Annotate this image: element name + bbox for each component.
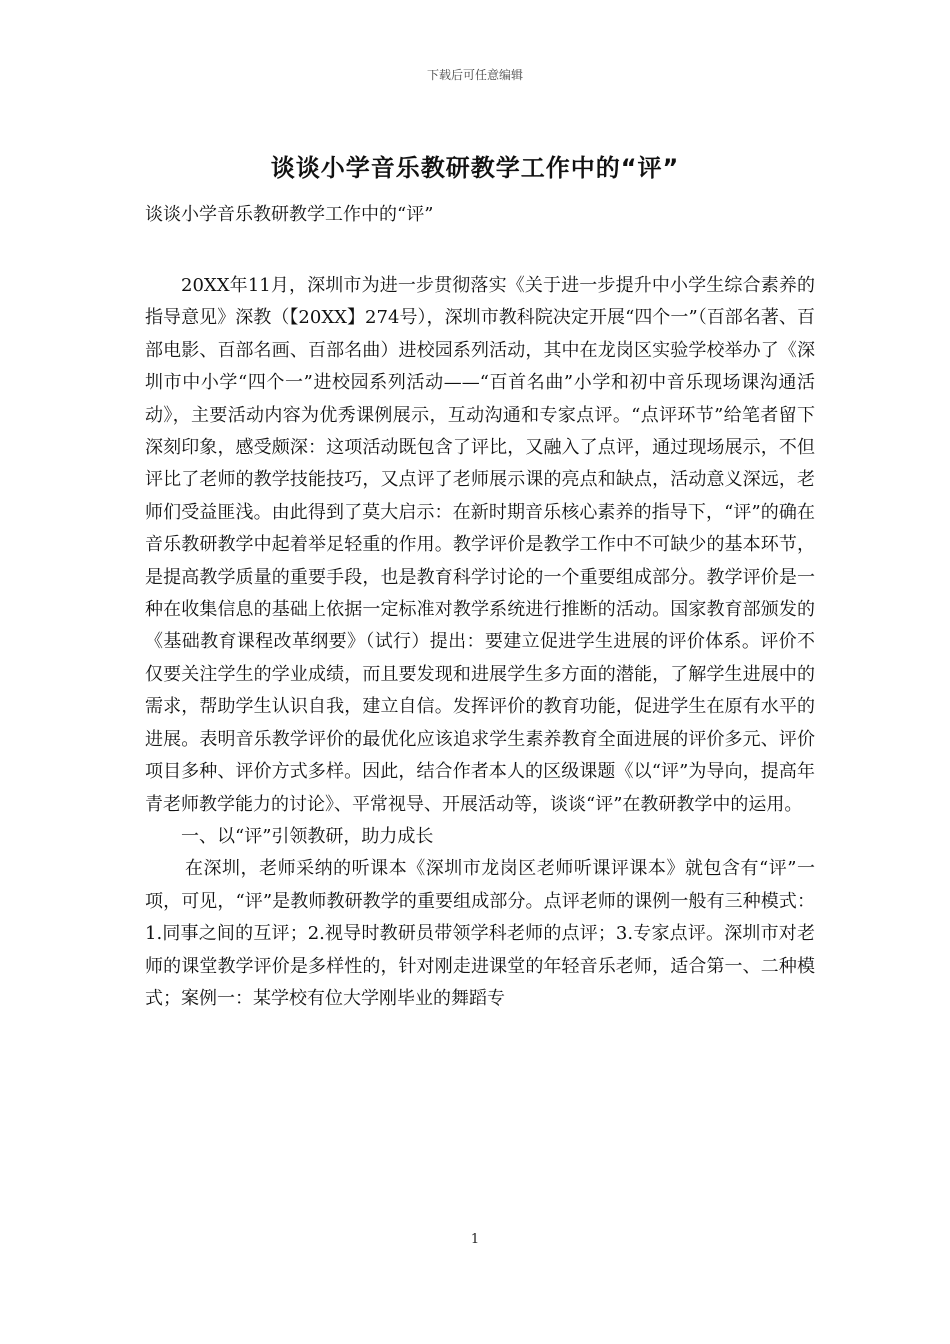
page-number: 1 [470,1232,480,1247]
body-paragraph: 20XX年11月，深圳市为进一步贯彻落实《关于进一步提升中小学生综合素养的指导意见》深教（【20XX】274号），深圳市教科院决定开展“四个一”（百部名著、百部电影、百部名画、百部名曲）进校园系列活动，其中在龙岗区实验学校举办了《深圳市中小学“四个一”进校园系列活动——“百首名曲”小学和初中音乐现场课沟通活动》，主要活动内容为优秀课例展示，互动沟通和专家点评。“点评环节”给笔者留下深刻印象，感受颇深：这项活动既包含了评比，又融入了点评，通过现场展示，不但评比了老师的教学技能技巧，又点评了老师展示课的亮点和缺点，活动意义深远，老师们受益匪浅。由此得到了莫大启示：在新时期音乐核心素养的指导下，“评”的确在音乐教研教学中起着举足轻重的作用。教学评价是教学工作中不可缺少的基本环节，是提高教学质量的重要手段，也是教育科学讨论的一个重要组成部分。教学评价是一种在收集信息的基础上依据一定标准对教学系统进行推断的活动。国家教育部颁发的《基础教育课程改革纲要》（试行）提出：要建立促进学生进展的评价体系。评价不仅要关注学生的学业成绩，而且要发现和进展学生多方面的潜能，了解学生进展中的需求，帮助学生认识自我，建立自信。发挥评价的教育功能，促进学生在原有水平的进展。表明音乐教学评价的最优化应该追求学生素养教育全面进展的评价多元、评价项目多种、评价方式多样。因此，结合作者本人的区级课题《以“评”为导向，提高年青老师教学能力的讨论》、平常视导、开展活动等，谈谈“评”在教研教学中的运用。 [145,275,815,815]
document-body [145,270,815,1015]
page-header: 下载后可任意编辑 [426,68,523,82]
document-title: 谈谈小学音乐教研教学工作中的“评” [270,154,680,182]
document-subtitle: 谈谈小学音乐教研教学工作中的“评” [145,204,434,225]
section-heading: 一、以“评”引领教研，助力成长 [181,825,434,847]
body-paragraph: 在深圳，老师采纳的听课本《深圳市龙岗区老师听课评课本》就包含有“评”一项，可见，“评”是教师教研教学的重要组成部分。点评老师的课例一般有三种模式：1.同事之间的互评；2.视导时教研员带领学科老师的点评；3.专家点评。深圳市对老师的课堂教学评价是多样性的，针对刚走进课堂的年轻音乐老师，适合第一、二种模式；案例一：某学校有位大学刚毕业的舞蹈专 [145,858,815,1009]
